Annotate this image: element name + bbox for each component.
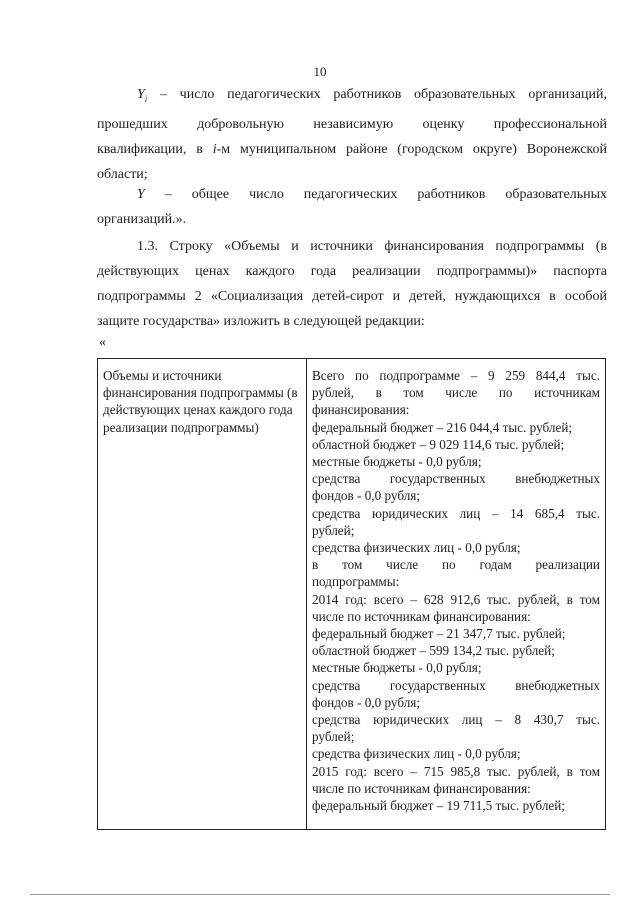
table-line: подпрограммы: [312,574,400,590]
table-line: 2015 год: всего – 715 985,8 тыс. рублей, в том [312,763,600,779]
paragraph-line: действующих ценах каждого года реализации подпрограммы)» паспорта [97,264,607,279]
variable-y: Y [137,87,145,102]
column-divider [306,359,307,829]
text-fragment: – число педагогических работников образовательных организаций, [147,87,607,102]
page-number: 10 [313,64,327,79]
table-line: средства физических лиц - 0,0 рубля; [312,746,521,762]
table-line: средства юридических лиц – 8 430,7 тыс. [312,712,600,728]
variable-i: i [212,141,217,157]
subscript-i: i [144,93,148,104]
table-line: федеральный бюджет – 19 711,5 тыс. рублей; [312,798,565,814]
table-line: областной бюджет – 9 029 114,6 тыс. рублей; [312,436,565,452]
text-fragment: -м муниципальном районе (городском округе) Воронежской [216,141,607,157]
table-line: 2014 год: всего – 628 912,6 тыс. рублей, в том [312,591,600,607]
table-line: местные бюджеты - 0,0 рубля; [312,660,482,676]
table-line: в том числе по годам реализации [312,557,600,573]
table-line: рублей, в том числе по источникам [312,385,600,401]
funding-table [97,358,606,830]
table-line: Всего по подпрограмме – 9 259 844,4 тыс. [312,368,600,383]
table-line: федеральный бюджет – 216 044,4 тыс. рублей; [312,419,573,435]
paragraph-line: организаций.». [97,212,187,227]
table-line: фондов - 0,0 рубля; [312,488,421,504]
paragraph-line: подпрограммы 2 «Социализация детей-сирот и детей, нуждающихся в особой [97,289,607,304]
paragraph-line: области; [97,166,148,182]
table-line: федеральный бюджет – 21 347,7 тыс. рублей; [312,626,566,642]
paragraph-1-3 [97,234,607,334]
paragraph-yi-definition [97,82,607,187]
table-line: фондов - 0,0 рубля; [312,694,421,710]
variable-y: Y [137,187,145,202]
table-right-cell [312,367,600,814]
table-line: числе по источникам финансирования: [312,780,531,796]
table-line: рублей; [312,522,355,538]
text-fragment: – общее число педагогических работников образовательных [144,187,607,202]
opening-quote: « [99,335,106,350]
table-line: средства физических лиц - 0,0 рубля; [312,540,521,556]
table-line: средства юридических лиц – 14 685,4 тыс. [312,505,600,521]
table-line: областной бюджет – 599 134,2 тыс. рублей; [312,643,555,659]
table-left-cell: Объемы и источники финансирования подпрограммы (в действующих ценах каждого года реализации подпрограммы) [103,368,298,435]
table-line: местные бюджеты - 0,0 рубля; [312,454,482,470]
table-line: средства государственных внебюджетных [312,471,600,487]
paragraph-line: защите государства» изложить в следующей редакции: [97,314,425,329]
table-line: числе по источникам финансирования: [312,608,531,624]
page-bottom-rule [30,894,610,895]
paragraph-line [97,182,607,207]
table-line: финансирования: [312,402,410,418]
table-line: средства государственных внебюджетных [312,677,600,693]
paragraph-line: прошедших добровольную независимую оценку профессиональной [97,116,607,132]
paragraph-line: 1.3. Строку «Объемы и источники финансирования подпрограммы (в [137,239,607,254]
text-fragment: квалификации, в [97,141,213,157]
table-line: рублей; [312,729,355,745]
paragraph-line [97,82,607,112]
paragraph-line [97,137,607,162]
paragraph-y-definition [97,182,607,232]
